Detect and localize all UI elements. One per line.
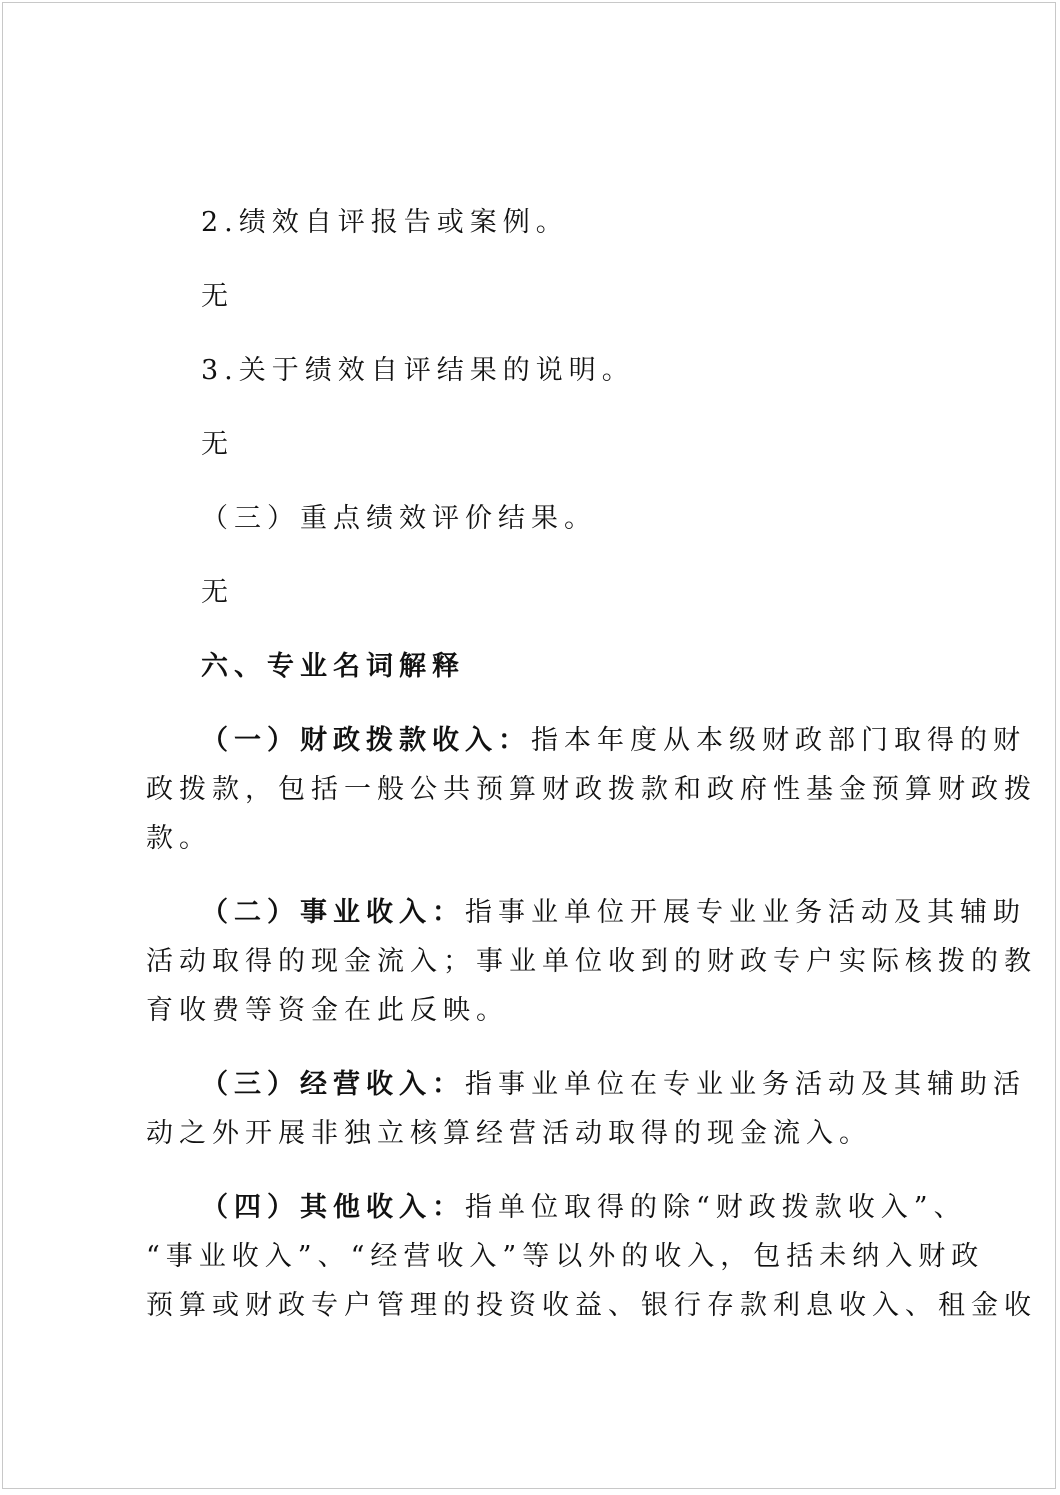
- paragraph-none: 无: [201, 429, 234, 460]
- term-text: 指事业单位开展专业业务活动及其辅助: [465, 897, 1026, 928]
- term-other-income-line2: “事业收入”、“经营收入”等以外的收入，包括未纳入财政: [146, 1241, 985, 1272]
- term-label: （四）其他收入：: [201, 1192, 465, 1223]
- paragraph-none: 无: [201, 577, 234, 608]
- term-other-income-line1: [201, 1188, 967, 1228]
- term-label: （一）财政拨款收入：: [201, 725, 531, 756]
- section-heading-glossary: 六、专业名词解释: [201, 651, 465, 682]
- term-label: （三）经营收入：: [201, 1069, 465, 1100]
- term-text: 指事业单位在专业业务活动及其辅助活: [465, 1069, 1026, 1100]
- paragraph-none: 无: [201, 281, 234, 312]
- document-page: [2, 2, 1056, 1489]
- term-text: 指本年度从本级财政部门取得的财: [531, 725, 1026, 756]
- term-operating-income-line2: 动之外开展非独立核算经营活动取得的现金流入。: [146, 1118, 872, 1149]
- term-fiscal-appropriation-line1: [201, 721, 1026, 761]
- term-operating-income-line1: [201, 1065, 1026, 1105]
- term-fiscal-appropriation-line2: 政拨款，包括一般公共预算财政拨款和政府性基金预算财政拨: [146, 774, 1037, 805]
- term-business-income-line2: 活动取得的现金流入；事业单位收到的财政专户实际核拨的教: [146, 946, 1037, 977]
- term-label: （二）事业收入：: [201, 897, 465, 928]
- paragraph-self-evaluation-report: 2.绩效自评报告或案例。: [201, 207, 569, 238]
- term-business-income-line3: 育收费等资金在此反映。: [146, 995, 509, 1026]
- term-text: 指单位取得的除“财政拨款收入”、: [465, 1192, 967, 1223]
- term-fiscal-appropriation-line3: 款。: [146, 823, 212, 854]
- term-business-income-line1: [201, 893, 1026, 933]
- term-other-income-line3: 预算或财政专户管理的投资收益、银行存款利息收入、租金收: [146, 1290, 1037, 1321]
- paragraph-self-evaluation-explanation: 3.关于绩效自评结果的说明。: [201, 355, 635, 386]
- paragraph-key-evaluation-results: （三）重点绩效评价结果。: [201, 503, 597, 534]
